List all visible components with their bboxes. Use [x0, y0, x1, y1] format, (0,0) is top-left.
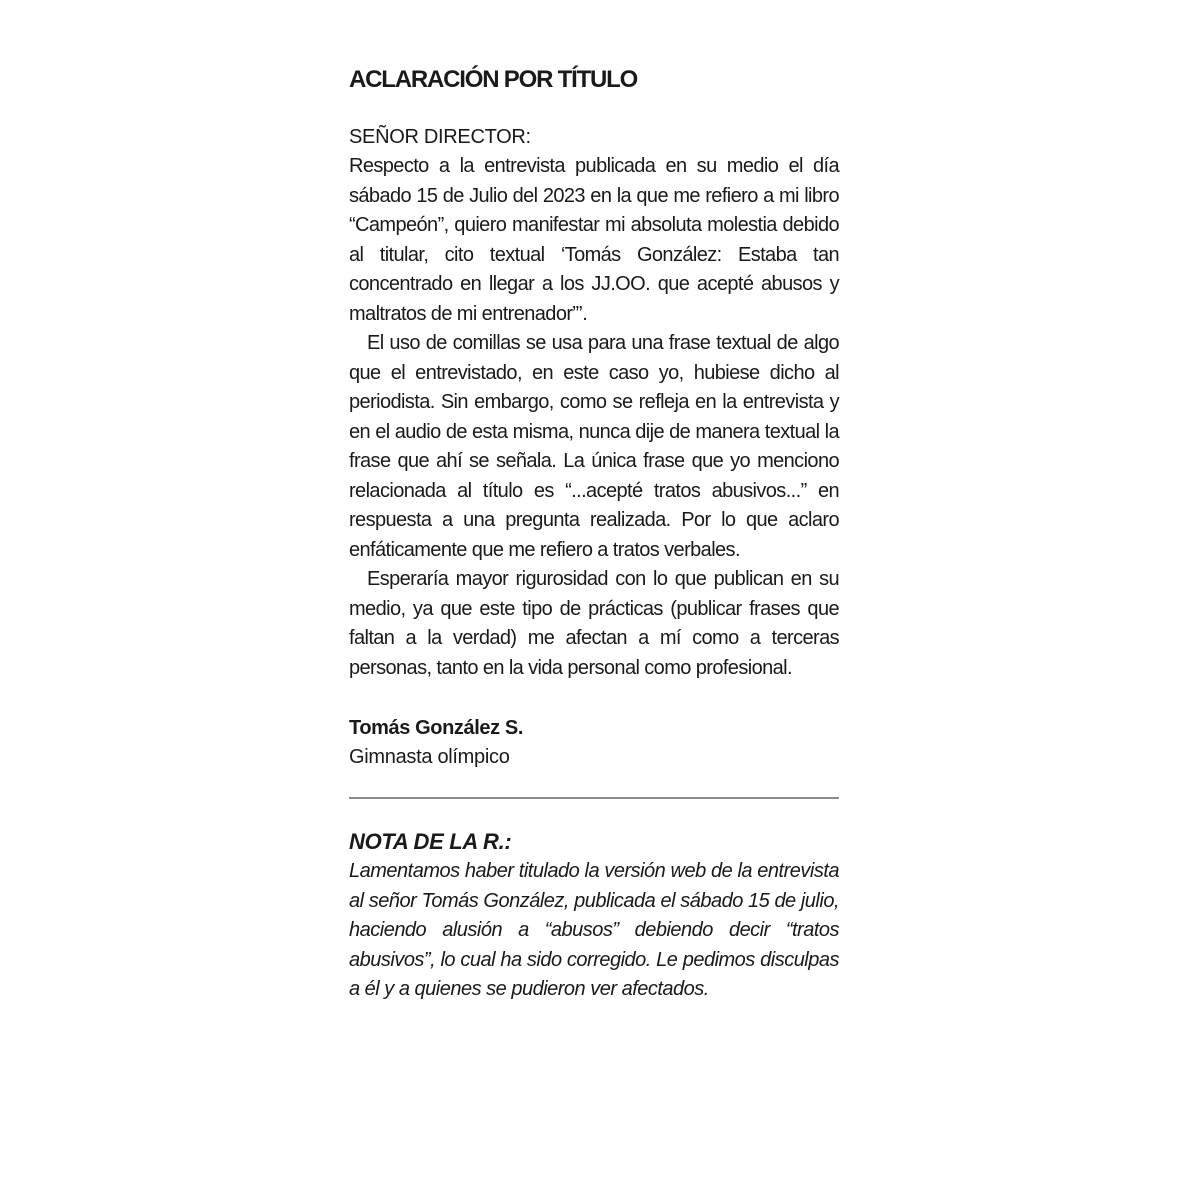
signature-block [349, 713, 839, 771]
letter-column [349, 62, 839, 1005]
letter-paragraph-1: Respecto a la entrevista publicada en su medio el día sábado 15 de Julio del 2023 en la que me refiero a mi libro “Campeón”, quiero manifestar mi absoluta molestia debido al titular, cito textual ‘Tomás González: Estaba tan concentrado en llegar a los JJ.OO. que acepté abusos y maltratos de mi entrenador”’. [349, 155, 839, 325]
salutation: SEÑOR DIRECTOR: [349, 126, 531, 148]
signature-name: Tomás González S. [349, 717, 523, 739]
letter-paragraph-3: Esperaría mayor rigurosidad con lo que publican en su medio, ya que este tipo de prácticas (publicar frases que faltan a la verdad) me afectan a mí como a terceras personas, tanto en la vida personal como profesional. [349, 568, 839, 679]
letter-title: ACLARACIÓN POR TÍTULO [349, 66, 638, 93]
letter-paragraph-2: El uso de comillas se usa para una frase textual de algo que el entrevistado, en este caso yo, hubiese dicho al periodista. Sin embargo, como se refleja en la entrevista y en el audio de esta misma, nunca dije de manera textual la frase que ahí se señala. La única frase que yo menciono relacionada al título es “...acepté tratos abusivos...” en respuesta a una pregunta realizada. Por lo que aclaro enfáticamente que me refiero a tratos verbales. [349, 332, 839, 561]
section-divider [349, 797, 839, 799]
editor-note-heading: NOTA DE LA R.: [349, 829, 512, 854]
editor-note-body: Lamentamos haber titulado la versión web de la entrevista al señor Tomás González, publicada el sábado 15 de julio, haciendo alusión a “abusos” debiendo decir “tratos abusivos”, lo cual ha sido corregido. Le pedimos disculpas a él y a quienes se pudieron ver afectados. [349, 860, 839, 1000]
signature-role: Gimnasta olímpico [349, 746, 510, 768]
